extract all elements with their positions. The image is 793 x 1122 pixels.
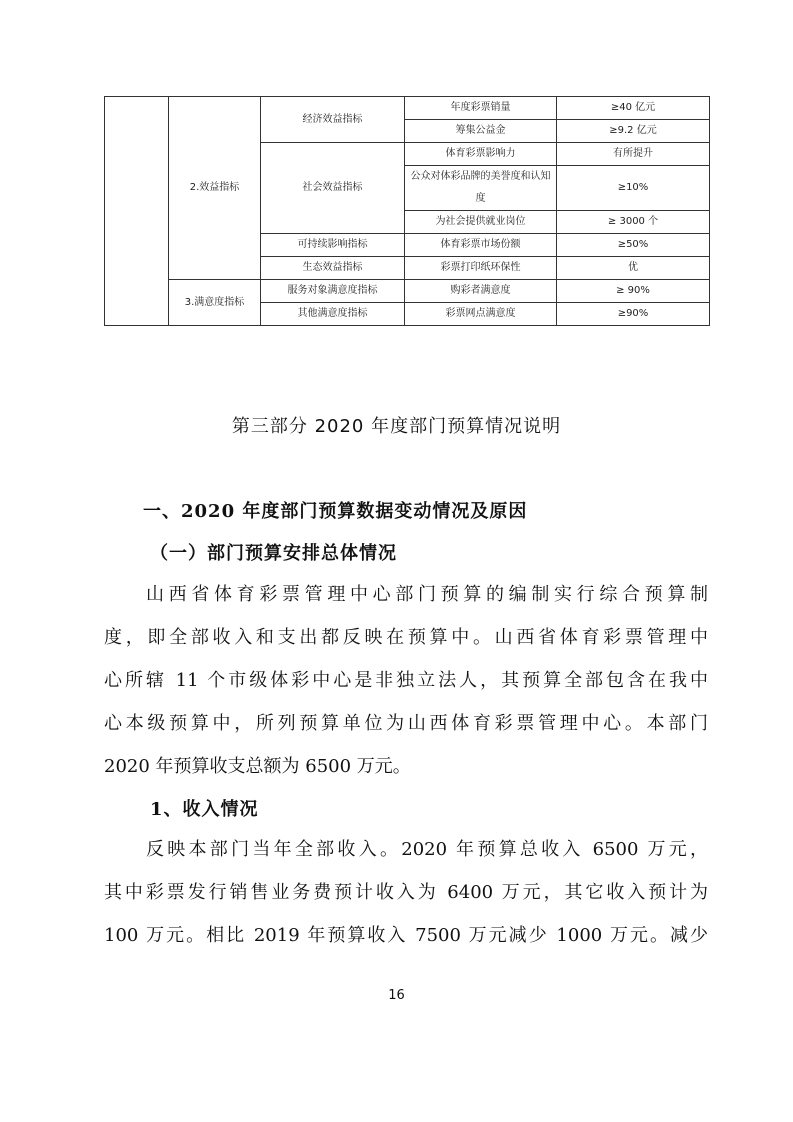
ecological-indicator-cell: 生态效益指标 — [261, 257, 405, 280]
indicator-name-cell: 公众对体彩品牌的美誉度和认知度 — [405, 166, 557, 211]
indicator-value-cell: ≥40 亿元 — [557, 97, 710, 120]
paragraph-line: 2020 年预算收支总额为 6500 万元。 — [104, 756, 411, 777]
indicator-name-cell: 体育彩票市场份额 — [405, 234, 557, 257]
indicator-value-cell: ≥ 90% — [557, 280, 710, 303]
paragraph-line: 山西省体育彩票管理中心部门预算的编制实行综合预算制 — [146, 584, 708, 605]
indicator-value-cell: ≥9.2 亿元 — [557, 120, 710, 143]
indicator-name-cell: 年度彩票销量 — [405, 97, 557, 120]
part-title: 第三部分 2020 年度部门预算情况说明 — [231, 416, 562, 437]
paragraph-line: 心所辖 11 个市级体彩中心是非独立法人，其预算全部包含在我中 — [104, 670, 708, 691]
sustainable-indicator-cell: 可持续影响指标 — [261, 234, 405, 257]
page-number: 16 — [388, 988, 405, 1003]
indicator-name-cell: 体育彩票影响力 — [405, 143, 557, 166]
subsection-heading: （一）部门预算安排总体情况 — [150, 543, 397, 564]
economic-indicator-cell: 经济效益指标 — [261, 97, 405, 143]
indicator-name-cell: 彩票打印纸环保性 — [405, 257, 557, 280]
efficiency-indicator-cell: 2.效益指标 — [169, 97, 261, 280]
indicator-value-cell: ≥50% — [557, 234, 710, 257]
indicator-value-cell: 优 — [557, 257, 710, 280]
social-indicator-cell: 社会效益指标 — [261, 143, 405, 234]
section-heading: 一、2020 年度部门预算数据变动情况及原因 — [143, 501, 528, 522]
performance-indicator-table — [104, 96, 710, 326]
paragraph-line: 度，即全部收入和支出都反映在预算中。山西省体育彩票管理中 — [104, 627, 708, 648]
paragraph-line: 反映本部门当年全部收入。2020 年预算总收入 6500 万元， — [146, 839, 708, 860]
indicator-name-cell: 购彩者满意度 — [405, 280, 557, 303]
indicator-value-cell: ≥90% — [557, 303, 710, 326]
table-row — [105, 280, 710, 303]
paragraph-line: 100 万元。相比 2019 年预算收入 7500 万元减少 1000 万元。减少 — [104, 925, 708, 946]
indicator-value-cell: ≥ 3000 个 — [557, 211, 710, 234]
indicator-name-cell: 彩票网点满意度 — [405, 303, 557, 326]
paragraph-line: 心本级预算中，所列预算单位为山西体育彩票管理中心。本部门 — [104, 713, 708, 734]
income-heading: 1、收入情况 — [150, 799, 259, 820]
paragraph-line: 其中彩票发行销售业务费预计收入为 6400 万元，其它收入预计为 — [104, 882, 708, 903]
indicator-value-cell: 有所提升 — [557, 143, 710, 166]
table-row — [105, 97, 710, 120]
service-satisfaction-cell: 服务对象满意度指标 — [261, 280, 405, 303]
level1-cell — [105, 97, 169, 326]
indicator-value-cell: ≥10% — [557, 166, 710, 211]
indicator-name-cell: 为社会提供就业岗位 — [405, 211, 557, 234]
indicator-name-cell: 筹集公益金 — [405, 120, 557, 143]
satisfaction-indicator-cell: 3.满意度指标 — [169, 280, 261, 326]
other-satisfaction-cell: 其他满意度指标 — [261, 303, 405, 326]
